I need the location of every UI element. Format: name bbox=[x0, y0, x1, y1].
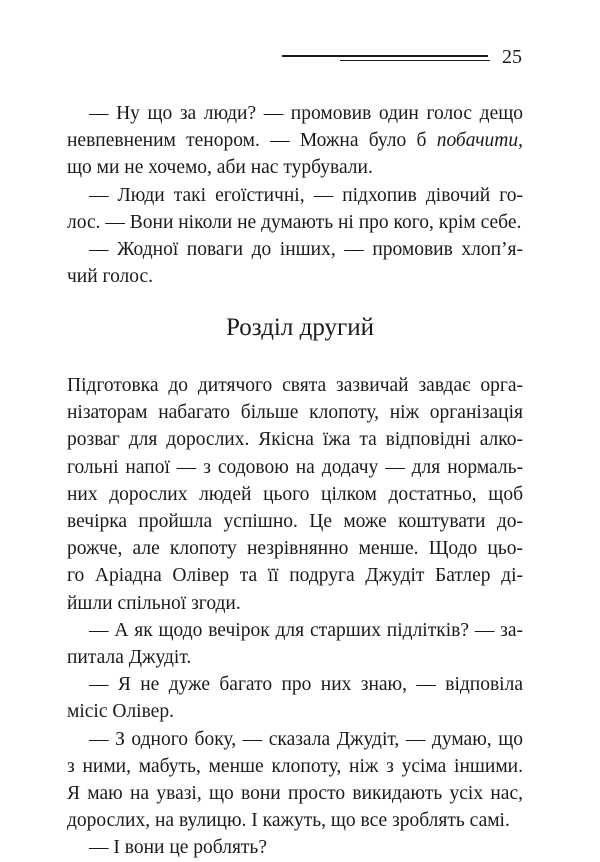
chapter-title: Розділ другий bbox=[226, 314, 374, 341]
italic-word: побачити bbox=[436, 130, 519, 152]
header-rule-thick bbox=[282, 55, 488, 57]
header-rule-thin bbox=[340, 60, 490, 61]
text-line: рожче, але клопоту незрівнянно менше. Щодо цьо- bbox=[67, 538, 523, 560]
text-line: лос. — Вони ніколи не думають ні про кого, крім себе. bbox=[67, 211, 522, 233]
text-line: вечірка пройшла успішно. Це може коштувати до- bbox=[67, 511, 523, 533]
text-line: — А як щодо вечірок для старших підлітків? — за- bbox=[89, 619, 523, 641]
page-number: 25 bbox=[502, 46, 522, 68]
text-line: гольні напої — з содовою на додачу — для нормаль- bbox=[67, 456, 523, 478]
text-line: Я маю на увазі, що вони просто викидають усіх нас, bbox=[67, 783, 523, 805]
text-line bbox=[67, 127, 523, 154]
text-line: Підготовка до дитячого свята зазвичай завдає орга- bbox=[67, 375, 523, 396]
text-run: , bbox=[518, 130, 523, 152]
text-line: нізаторам набагато більше клопоту, ніж організація bbox=[67, 402, 523, 424]
text-line: — Жодної поваги до інших, — промовив хлоп’я- bbox=[89, 239, 523, 261]
text-line: — Ну що за люди? — промовив один голос дещо bbox=[89, 103, 523, 124]
continued-text bbox=[67, 100, 523, 290]
text-line: — Я не дуже багато про них знаю, — відповіла bbox=[89, 674, 523, 696]
text-line: чий голос. bbox=[67, 266, 154, 288]
text-line: — І вони це роблять? bbox=[89, 837, 267, 859]
running-header bbox=[280, 42, 530, 72]
text-line: що ми не хочемо, аби нас турбували. bbox=[67, 157, 373, 179]
chapter-text bbox=[67, 372, 523, 862]
text-line: дорослих, на вулицю. І кажуть, що все зроблять самі. bbox=[67, 810, 510, 832]
text-line: з ними, мабуть, менше клопоту, ніж з усіма іншими. bbox=[67, 755, 523, 777]
text-line: розваг для дорослих. Якісна їжа та відповідні алко- bbox=[67, 429, 523, 451]
text-line: — З одного боку, — сказала Джудіт, — думаю, що bbox=[89, 728, 523, 750]
text-line: місіс Олівер. bbox=[67, 701, 174, 723]
text-line: питала Джудіт. bbox=[67, 647, 192, 669]
text-line: йшли спільної згоди. bbox=[67, 592, 241, 614]
text-run: невпевненим тенором. — Можна було б bbox=[67, 130, 437, 152]
text-line: — Люди такі егоїстичні, — підхопив дівочий го- bbox=[89, 184, 523, 206]
text-line: го Аріадна Олівер та її подруга Джудіт Батлер ді- bbox=[67, 565, 523, 587]
text-line: них дорослих людей цього цілком достатньо, щоб bbox=[67, 483, 523, 505]
